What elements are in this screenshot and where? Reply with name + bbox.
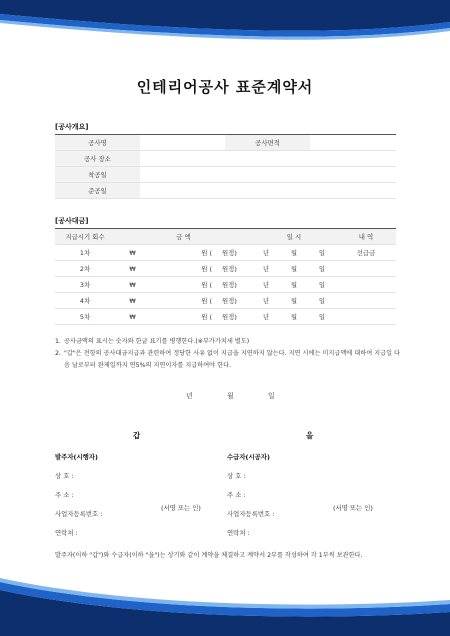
payment-row: [55, 261, 396, 277]
start-date-value[interactable]: [140, 167, 396, 183]
row-year: 년: [252, 293, 280, 309]
eul-signature[interactable]: (서명 또는 인): [333, 504, 373, 512]
row-period: 3차: [55, 277, 115, 293]
end-date-value[interactable]: [140, 183, 396, 199]
eul-role: 수급자(시공자): [227, 453, 270, 461]
header-date: 일 시: [252, 229, 336, 245]
date-day: 일: [268, 392, 275, 400]
row-currency: ₩: [115, 309, 150, 325]
project-area-value[interactable]: [310, 135, 396, 151]
eul-contact[interactable]: 연락처 :: [227, 529, 250, 537]
gap-signature[interactable]: (서명 또는 인): [161, 504, 201, 512]
row-unit: 원정): [222, 261, 252, 277]
row-content: [336, 277, 396, 293]
project-area-label: 공사면적: [225, 135, 310, 151]
payment-row: [55, 293, 396, 309]
top-wave-decoration: [0, 0, 450, 48]
date-year: 년: [186, 392, 193, 400]
project-site-value[interactable]: [140, 151, 396, 167]
row-month: 월: [280, 293, 308, 309]
row-month: 월: [280, 245, 308, 261]
row-day: 일: [308, 293, 336, 309]
header-amount: 금 액: [115, 229, 252, 245]
gap-reg-no[interactable]: 사업자등록번호 :: [55, 510, 103, 518]
row-period: 4차: [55, 293, 115, 309]
payment-row: [55, 245, 396, 261]
row-content: [336, 309, 396, 325]
start-date-label: 착공일: [55, 167, 140, 183]
end-date-label: 준공일: [55, 183, 140, 199]
project-name-label: 공사명: [55, 135, 140, 151]
project-site-label: 공사 장소: [55, 151, 140, 167]
gap-contact[interactable]: 연락처 :: [55, 529, 78, 537]
row-day: 일: [308, 245, 336, 261]
row-content: [336, 293, 396, 309]
note-number: 2.: [55, 350, 61, 357]
row-unit: 원정): [222, 293, 252, 309]
header-content: 내 역: [336, 229, 396, 245]
row-won: 원 (: [150, 261, 212, 277]
row-month: 월: [280, 309, 308, 325]
row-currency: ₩: [115, 293, 150, 309]
row-year: 년: [252, 245, 280, 261]
note-number: 1.: [55, 338, 61, 345]
closing-statement: 발주자(이하 "갑")와 수급자(이하 "을")는 상기와 같이 계약을 체결하고 계약서 2부를 작성하여 각 1부씩 보관한다.: [55, 552, 363, 559]
row-content: [336, 261, 396, 277]
row-won: 원 (: [150, 309, 212, 325]
row-won: 원 (: [150, 293, 212, 309]
eul-company[interactable]: 상 호 :: [227, 472, 246, 480]
row-currency: ₩: [115, 261, 150, 277]
row-unit: 원정): [222, 309, 252, 325]
row-currency: ₩: [115, 277, 150, 293]
note-text: 공사금액의 표시는 숫자와 한글 표기를 병행한다.(※부가가치세 별도): [64, 338, 250, 345]
row-period: 2차: [55, 261, 115, 277]
overview-table: [55, 134, 396, 199]
project-name-value[interactable]: [140, 135, 225, 151]
note-text: "갑"은 전항의 공사대금지급과 관련하여 정당한 사유 없이 지급을 지연하지 않는다. 지연 시에는 미지급액에 대하여 지급일 다음 날로부터 완제일까지 연5%의 지연이자를 지급하여야 한다.: [64, 350, 401, 369]
row-content: 선급금: [336, 245, 396, 261]
gap-company[interactable]: 상 호 :: [55, 472, 74, 480]
overview-section-label: [공사개요]: [55, 123, 89, 131]
row-day: 일: [308, 309, 336, 325]
payment-table: [55, 228, 396, 325]
party-gap-block: [55, 452, 220, 547]
row-year: 년: [252, 261, 280, 277]
eul-reg-no[interactable]: 사업자등록번호 :: [227, 510, 275, 518]
gap-role: 발주자(시행자): [55, 453, 98, 461]
row-year: 년: [252, 309, 280, 325]
note-item: [55, 336, 400, 348]
eul-address[interactable]: 주 소 :: [227, 491, 246, 499]
row-month: 월: [280, 261, 308, 277]
row-period: 1차: [55, 245, 115, 261]
party-eul-block: [227, 452, 392, 547]
row-unit: 원정): [222, 245, 252, 261]
row-currency: ₩: [115, 245, 150, 261]
row-year: 년: [252, 277, 280, 293]
party-eul-title: 을: [306, 431, 314, 440]
payment-row: [55, 309, 396, 325]
row-won: 원 (: [150, 277, 212, 293]
row-unit: 원정): [222, 277, 252, 293]
note-item: [55, 348, 400, 372]
row-period: 5차: [55, 309, 115, 325]
bottom-wave-decoration: [0, 578, 450, 636]
payment-row: [55, 277, 396, 293]
row-day: 일: [308, 277, 336, 293]
row-day: 일: [308, 261, 336, 277]
row-month: 월: [280, 277, 308, 293]
row-won: 원 (: [150, 245, 212, 261]
gap-address[interactable]: 주 소 :: [55, 491, 74, 499]
party-gap-title: 갑: [133, 431, 141, 440]
payment-section-label: [공사대금]: [55, 217, 89, 225]
date-month: 월: [227, 392, 234, 400]
payment-notes: [55, 336, 400, 372]
document-title: 인테리어공사 표준계약서: [136, 78, 314, 96]
header-period: 지급시기 회수: [55, 229, 115, 245]
